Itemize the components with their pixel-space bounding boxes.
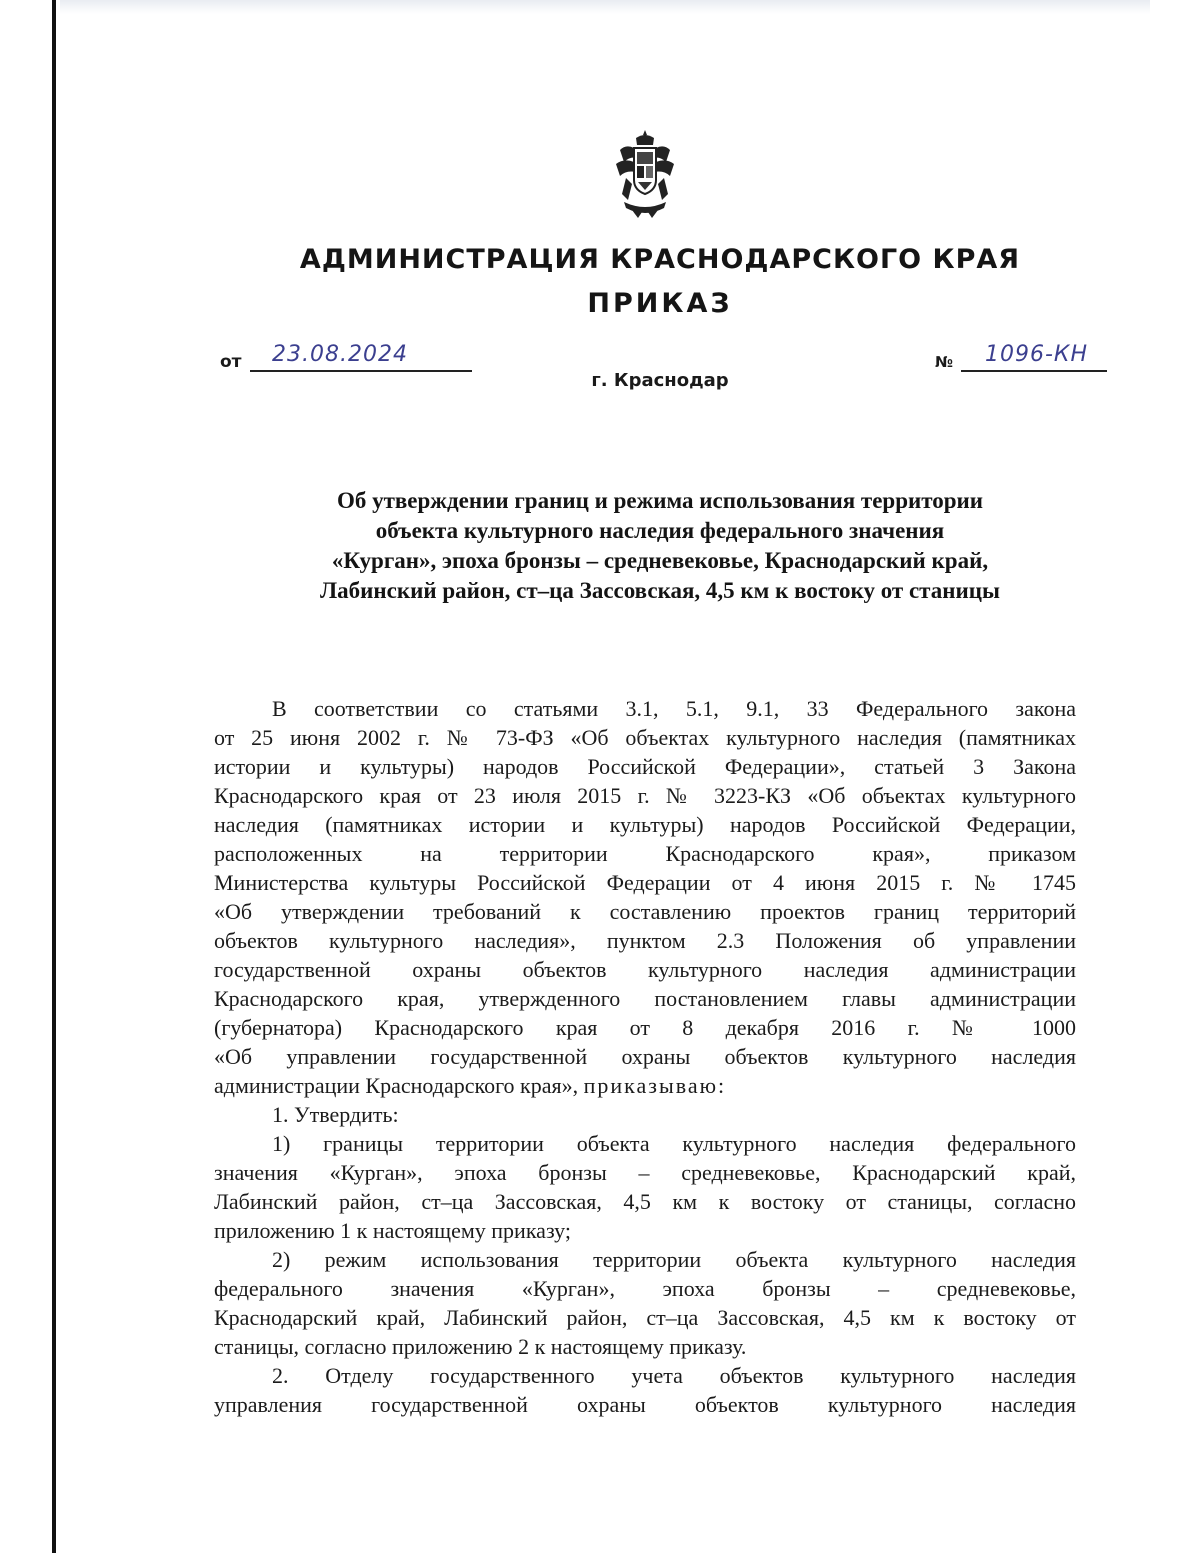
item-2-line: 2. Отделу государственного учета объектов культурного наследия	[272, 1363, 1076, 1388]
item-1-2-line: станицы, согласно приложению 2 к настоящему приказу.	[214, 1334, 747, 1359]
date-underline	[250, 370, 472, 372]
date-value: 23.08.2024	[272, 342, 408, 367]
body-line: В соответствии со статьями 3.1, 5.1, 9.1, 33 Федерального закона	[272, 696, 1076, 721]
item-1-heading: 1. Утвердить:	[272, 1102, 399, 1127]
number-value: 1096-КН	[985, 342, 1089, 367]
organization-title: АДМИНИСТРАЦИЯ КРАСНОДАРСКОГО КРАЯ	[299, 244, 1021, 275]
body-line: (губернатора) Краснодарского края от 8 декабря 2016 г. № 1000	[214, 1015, 1076, 1040]
subject-line: Об утверждении границ и режима использования территории	[336, 488, 984, 513]
body-line: Министерства культуры Российской Федерации от 4 июня 2015 г. № 1745	[214, 870, 1076, 895]
body-line: «Об утверждении требований к составлению проектов границ территорий	[214, 899, 1076, 924]
subject-line: Лабинский район, ст–ца Зассовская, 4,5 км к востоку от станицы	[320, 578, 1000, 603]
order-word: приказываю:	[583, 1073, 727, 1098]
scan-edge-top	[60, 0, 1150, 14]
body-line-text: администрации Краснодарского края»,	[214, 1073, 579, 1098]
number-underline	[961, 370, 1107, 372]
date-prefix: от	[220, 352, 242, 372]
body-line: Краснодарского края, утвержденного постановлением главы администрации	[214, 986, 1076, 1011]
document-subject	[240, 486, 1080, 606]
body-line: «Об управлении государственной охраны объектов культурного наследия	[214, 1044, 1076, 1069]
scan-edge-left	[52, 0, 56, 1553]
subject-line: «Курган», эпоха бронзы – средневековье, Краснодарский край,	[331, 548, 989, 573]
document-type: ПРИКАЗ	[587, 288, 733, 319]
subject-line: объекта культурного наследия федерального значения	[375, 518, 945, 543]
body-line: расположенных на территории Краснодарского края», приказом	[214, 841, 1076, 866]
body-line: объектов культурного наследия», пунктом 2.3 Положения об управлении	[214, 928, 1076, 953]
number-field	[935, 344, 1105, 378]
item-1-1-line: значения «Курган», эпоха бронзы – средневековье, Краснодарский край,	[214, 1160, 1076, 1185]
date-field	[220, 344, 480, 378]
body-line: наследия (памятниках истории и культуры) народов Российской Федерации,	[214, 812, 1076, 837]
city-label: г. Краснодар	[591, 370, 729, 391]
body-line: от 25 июня 2002 г. № 73-ФЗ «Об объектах культурного наследия (памятниках	[214, 725, 1076, 750]
body-line: истории и культуры) народов Российской Федерации», статьей 3 Закона	[214, 754, 1076, 779]
number-prefix: №	[935, 353, 954, 371]
item-1-1-line: Лабинский район, ст–ца Зассовская, 4,5 км к востоку от станицы, согласно	[214, 1189, 1076, 1214]
body-line: Краснодарского края от 23 июля 2015 г. № 3223-КЗ «Об объектах культурного	[214, 783, 1076, 808]
item-1-2-line: Краснодарский край, Лабинский район, ст–ца Зассовская, 4,5 км к востоку от	[214, 1305, 1076, 1330]
coat-of-arms-icon	[612, 128, 678, 220]
item-1-2-line: 2) режим использования территории объекта культурного наследия	[272, 1247, 1076, 1272]
item-1-1-line: 1) границы территории объекта культурного наследия федерального	[272, 1131, 1076, 1156]
item-2-line: управления государственной охраны объектов культурного наследия	[214, 1392, 1076, 1417]
item-1-1-line: приложению 1 к настоящему приказу;	[214, 1218, 571, 1243]
item-1-2-line: федерального значения «Курган», эпоха бронзы – средневековье,	[214, 1276, 1076, 1301]
body-line	[214, 1071, 1076, 1100]
body-line: государственной охраны объектов культурного наследия администрации	[214, 957, 1076, 982]
document-body	[214, 694, 1076, 1419]
